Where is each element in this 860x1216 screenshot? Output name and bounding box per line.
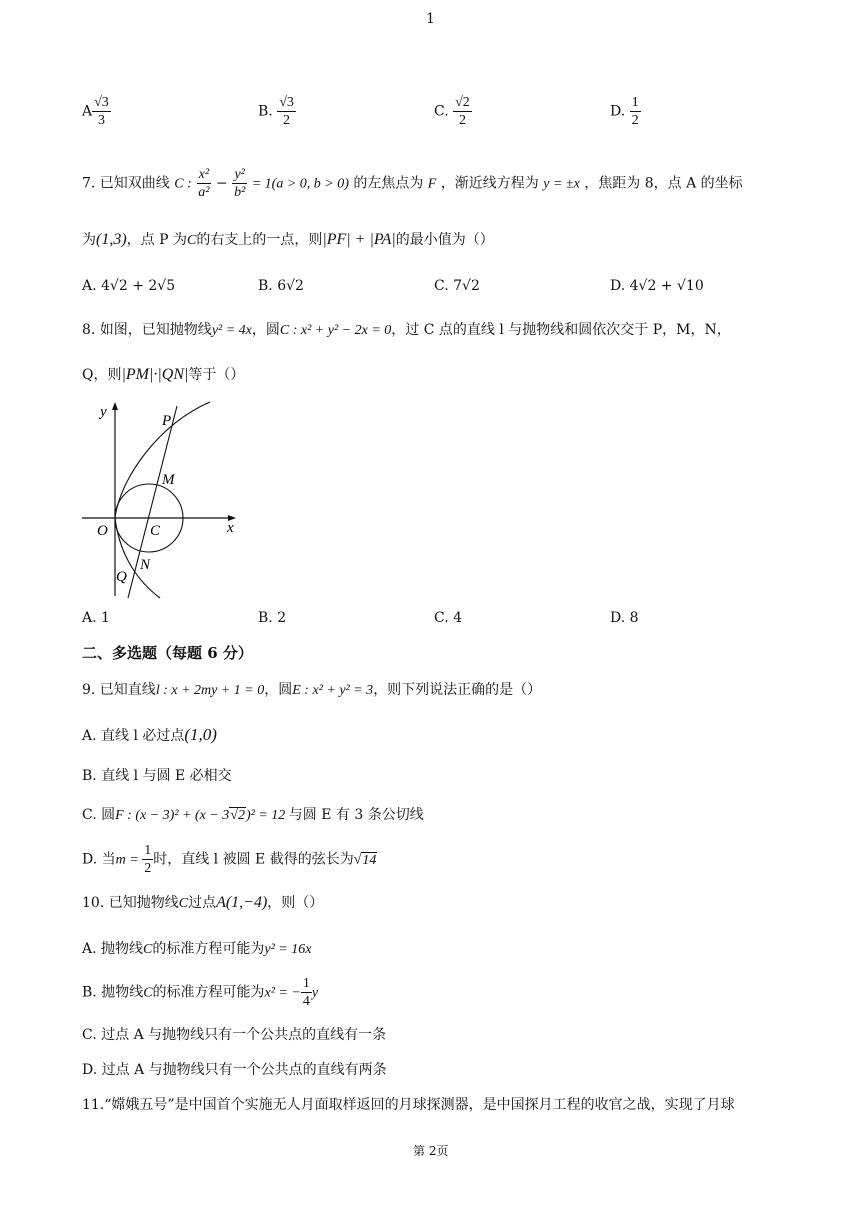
math: C : xyxy=(174,176,192,192)
math: y xyxy=(311,985,319,1001)
math: = 1(a > 0, b > 0) xyxy=(251,176,349,192)
q8-option-a: A. 1 xyxy=(82,610,110,626)
text: D. 当 xyxy=(82,851,116,868)
math: |PF| + |PA| xyxy=(322,231,396,248)
denominator: 2 xyxy=(631,113,639,128)
text: 9. 已知直线 xyxy=(82,682,156,698)
text: 10. 已知抛物线 xyxy=(82,895,179,911)
fraction: $\frac{1}{2}$ xyxy=(144,843,152,876)
label-o: O xyxy=(97,523,108,539)
label-n: N xyxy=(140,557,151,573)
math: y = ±x xyxy=(543,176,580,192)
q6-option-b xyxy=(258,94,296,129)
y-axis-arrow xyxy=(112,402,118,410)
math: m = xyxy=(115,852,143,868)
q11-stem: 11.“嫦娥五号”是中国首个实施无人月面取样返回的月球探测器，是中国探月工程的收官之战，实现了月球 xyxy=(82,1097,735,1113)
text: ，则下列说法正确的是（） xyxy=(373,682,542,698)
math: C xyxy=(186,233,197,248)
page-number-top: 1 xyxy=(426,11,435,27)
text: ，点 P 为 xyxy=(126,232,187,248)
math: − xyxy=(215,175,228,192)
q8-option-b: B. 2 xyxy=(258,610,287,626)
math: F : (x − 3)² + (x − 3√2)² = 12 xyxy=(115,808,289,823)
math: l : x + 2my + 1 = 0 xyxy=(155,683,265,698)
numerator: √3 xyxy=(279,95,294,110)
text: ，焦距为 8，点 A 的坐标 xyxy=(584,175,743,192)
q7-option-a: A. 4√2 + 2√5 xyxy=(82,278,176,294)
q7-option-d: D. 4√2 + √10 xyxy=(610,278,704,294)
fraction: $\frac{1}{4}$ xyxy=(302,976,310,1009)
text: 的标准方程可能为 xyxy=(152,941,265,957)
q7-option-b: B. 6√2 xyxy=(258,278,304,294)
q10-option-c: C. 过点 A 与抛物线只有一个公共点的直线有一条 xyxy=(82,1027,387,1043)
math: (1,3) xyxy=(96,231,127,248)
label-x: x xyxy=(227,520,234,536)
text: 过点 xyxy=(188,895,217,911)
q6-option-a xyxy=(82,94,111,129)
q7-stem-line1 xyxy=(82,166,743,201)
q9-option-c xyxy=(82,806,424,825)
section-heading: 二、多选题（每题 6 分） xyxy=(82,644,253,662)
text: A. 直线 l 必过点 xyxy=(82,728,185,744)
q9-stem xyxy=(82,681,541,700)
text: B. 拋物线 xyxy=(82,984,144,1001)
text: 8. 如图，已知抛物线 xyxy=(82,322,212,338)
text: ，则（） xyxy=(267,895,324,911)
label-y: y xyxy=(100,404,107,420)
denominator: 2 xyxy=(283,113,291,128)
numerator: √3 xyxy=(94,95,109,110)
fraction xyxy=(277,94,296,129)
q10-stem xyxy=(82,894,323,913)
fraction: $\frac{\text{y²}}{\text{b²}}$ xyxy=(234,167,246,200)
line-l xyxy=(128,406,177,598)
text: 时，直线 l 被圆 E 截得的弦长为 xyxy=(153,851,354,868)
math: √14 xyxy=(353,852,377,868)
q8-option-d: D. 8 xyxy=(610,610,639,626)
q8-figure xyxy=(80,398,250,603)
text: ，过 C 点的直线 l 与抛物线和圆依次交于 P，M，N， xyxy=(391,322,731,338)
text: ，渐近线方程为 xyxy=(440,175,539,192)
math: F xyxy=(427,176,437,192)
math: C xyxy=(143,985,153,1001)
math: C : x² + y² − 2x = 0 xyxy=(279,323,392,338)
text: A. 抛物线 xyxy=(82,941,144,957)
math: y² = 16x xyxy=(264,942,312,957)
label-c: C xyxy=(150,523,161,539)
text: 与圆 E 有 3 条公切线 xyxy=(288,807,424,823)
q9-option-d xyxy=(82,842,377,877)
q10-option-d: D. 过点 A 与抛物线只有一个公共点的直线有两条 xyxy=(82,1062,387,1078)
math: A(1,−4) xyxy=(216,894,268,911)
q9-option-b: B. 直线 l 与圆 E 必相交 xyxy=(82,768,232,784)
parabola-curve xyxy=(115,402,210,598)
q8-option-c: C. 4 xyxy=(434,610,463,626)
math: y² = 4x xyxy=(211,323,252,338)
text: 的右支上的一点，则 xyxy=(196,232,323,248)
label-q: Q xyxy=(116,569,127,585)
q9-option-a xyxy=(82,726,217,745)
fraction: $\frac{\text{x²}}{\text{a²}}$ xyxy=(198,167,210,200)
math: (1,0) xyxy=(184,725,217,744)
math: |PM|·|QN| xyxy=(121,366,189,383)
math: E : x² + y² = 3 xyxy=(292,683,374,698)
numerator: 1 xyxy=(631,95,639,110)
fraction xyxy=(630,94,641,129)
option-label: D. xyxy=(610,103,626,120)
label-m: M xyxy=(162,472,175,488)
q10-option-b xyxy=(82,975,318,1010)
math: C xyxy=(143,942,153,957)
numerator: √2 xyxy=(455,95,470,110)
fraction xyxy=(453,94,472,129)
text: 的左焦点为 xyxy=(353,175,424,192)
option-label: C. xyxy=(434,103,449,120)
q6-option-d xyxy=(610,94,641,129)
fraction xyxy=(92,94,111,129)
q8-stem-line1 xyxy=(82,321,731,340)
text: 为 xyxy=(82,232,96,248)
text: Q，则 xyxy=(82,367,122,383)
q7-option-c: C. 7√2 xyxy=(434,278,480,294)
text: 的最小值为（） xyxy=(395,232,494,248)
text: ，圆 xyxy=(251,322,280,338)
option-label: B. xyxy=(258,103,273,120)
label-p: P xyxy=(162,413,172,429)
text: C. 圆 xyxy=(82,807,116,823)
text: 的标准方程可能为 xyxy=(152,984,265,1001)
denominator: 2 xyxy=(458,113,466,128)
q6-option-c xyxy=(434,94,472,129)
option-label: A xyxy=(82,103,93,120)
math: C xyxy=(178,896,189,911)
page-footer: 第 2页 xyxy=(413,1144,449,1158)
text: 7. 已知双曲线 xyxy=(82,175,170,192)
text: 等于（） xyxy=(188,367,245,383)
math: x² = − xyxy=(264,985,301,1001)
q10-option-a xyxy=(82,940,311,959)
text: ，圆 xyxy=(264,682,293,698)
q8-stem-line2 xyxy=(82,366,244,384)
q7-stem-line2 xyxy=(82,231,494,250)
denominator: 3 xyxy=(97,113,105,128)
